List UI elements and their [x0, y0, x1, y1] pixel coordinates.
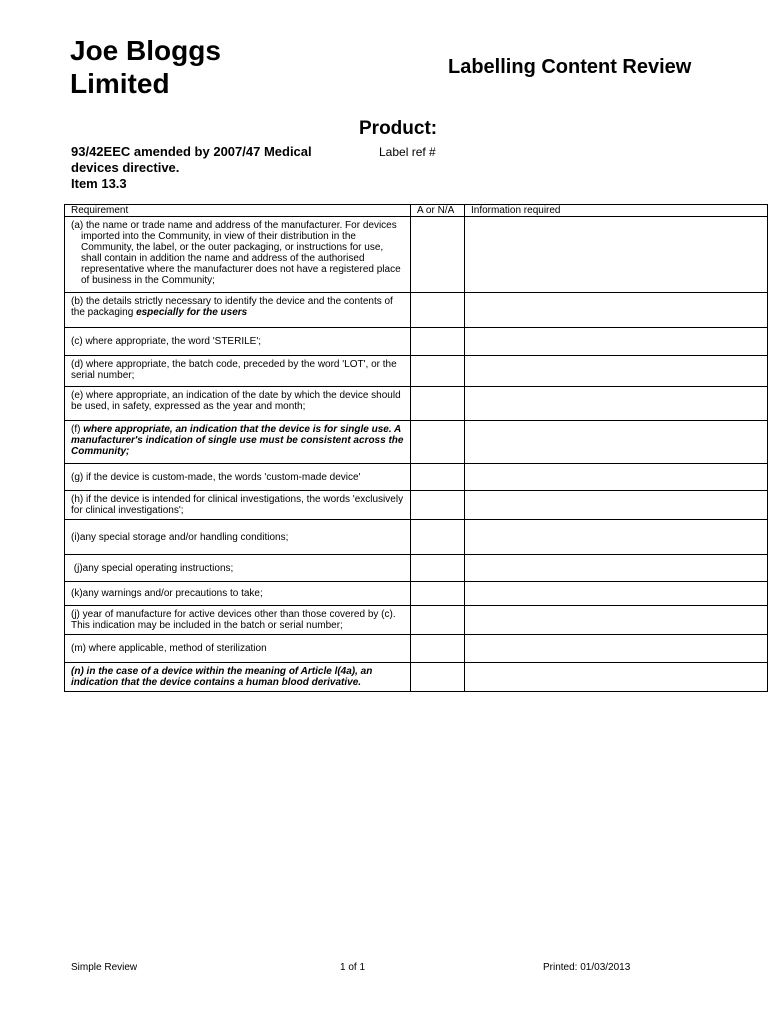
table-row [65, 328, 768, 356]
requirement-prefix: (f) [71, 424, 81, 435]
applicability-cell[interactable] [411, 356, 465, 387]
applicability-cell[interactable] [411, 520, 465, 555]
requirement-cell [65, 217, 411, 293]
table-row [65, 421, 768, 464]
directive-line-2: devices directive. [71, 160, 180, 175]
information-cell[interactable] [465, 491, 768, 520]
table-row [65, 582, 768, 606]
requirement-cell: (i)any special storage and/or handling conditions; [65, 520, 411, 555]
directive-line-1: 93/42EEC amended by 2007/47 Medical [71, 144, 312, 159]
information-cell[interactable] [465, 356, 768, 387]
footer-printed-date: Printed: 01/03/2013 [543, 962, 631, 973]
table-row [65, 217, 768, 293]
requirement-cell: (h) if the device is intended for clinical investigations, the words 'exclusively for clinical investigations'; [65, 491, 411, 520]
table-row [65, 520, 768, 555]
table-row [65, 356, 768, 387]
table-row [65, 635, 768, 663]
company-name-line-2: Limited [70, 68, 170, 99]
information-cell[interactable] [465, 635, 768, 663]
information-cell[interactable] [465, 582, 768, 606]
information-cell[interactable] [465, 663, 768, 692]
company-name [70, 34, 221, 100]
applicability-cell[interactable] [411, 635, 465, 663]
applicability-cell[interactable] [411, 464, 465, 491]
requirement-cell [65, 663, 411, 692]
footer-review-type: Simple Review [71, 962, 138, 973]
column-header-information: Information required [465, 205, 768, 217]
applicability-cell[interactable] [411, 555, 465, 582]
applicability-cell[interactable] [411, 582, 465, 606]
requirement-cell: (e) where appropriate, an indication of the date by which the device should be used, in safety, expressed as the year and month; [65, 387, 411, 421]
requirement-text: (b) the details strictly necessary to identify the device and the contents of the packaging [71, 296, 393, 318]
requirement-cell: (c) where appropriate, the word 'STERILE'; [65, 328, 411, 356]
requirement-cell: (k)any warnings and/or precautions to take; [65, 582, 411, 606]
table-row [65, 464, 768, 491]
requirement-emphasis: (n) in the case of a device within the meaning of Article l(4a), an indication that the device contains a human blood derivative. [71, 666, 373, 688]
applicability-cell[interactable] [411, 663, 465, 692]
applicability-cell[interactable] [411, 491, 465, 520]
information-cell[interactable] [465, 421, 768, 464]
requirement-cell: (j)any special operating instructions; [65, 555, 411, 582]
table-row [65, 555, 768, 582]
applicability-cell[interactable] [411, 606, 465, 635]
document-title: Labelling Content Review [448, 56, 692, 78]
applicability-cell[interactable] [411, 328, 465, 356]
information-cell[interactable] [465, 387, 768, 421]
table-header-row [65, 205, 768, 217]
table-row [65, 606, 768, 635]
information-cell[interactable] [465, 555, 768, 582]
applicability-cell[interactable] [411, 421, 465, 464]
column-header-applicability: A or N/A [411, 205, 465, 217]
table-row [65, 293, 768, 328]
information-cell[interactable] [465, 464, 768, 491]
table-row [65, 387, 768, 421]
applicability-cell[interactable] [411, 387, 465, 421]
requirement-emphasis: especially for the users [136, 307, 248, 318]
footer-page-number: 1 of 1 [340, 962, 366, 973]
requirement-text: (a) the name or trade name and address of the manufacturer. For devices imported into the Community, in view of their distribution in the Community, the label, or the outer packaging, or instructions for use, shall contain in addition the name and address of the authorised representative where the manufacturer does not have a registered place of business in the Community; [71, 220, 401, 286]
information-cell[interactable] [465, 328, 768, 356]
requirement-emphasis: where appropriate, an indication that the device is for single use. A manufacturer's indication of single use must be consistent across the Community; [71, 424, 404, 457]
applicability-cell[interactable] [411, 293, 465, 328]
requirements-table [64, 204, 768, 692]
requirement-cell [65, 293, 411, 328]
directive-line-3: Item 13.3 [71, 176, 127, 191]
table-row [65, 491, 768, 520]
requirement-cell: (j) year of manufacture for active devices other than those covered by (c). This indication may be included in the batch or serial number; [65, 606, 411, 635]
information-cell[interactable] [465, 293, 768, 328]
product-label: Product: [359, 118, 438, 139]
requirement-cell: (g) if the device is custom-made, the words 'custom-made device' [65, 464, 411, 491]
table-row [65, 663, 768, 692]
requirement-cell [65, 421, 411, 464]
requirement-cell: (m) where applicable, method of sterilization [65, 635, 411, 663]
information-cell[interactable] [465, 606, 768, 635]
applicability-cell[interactable] [411, 217, 465, 293]
company-name-line-1: Joe Bloggs [70, 35, 221, 66]
information-cell[interactable] [465, 217, 768, 293]
requirement-cell: (d) where appropriate, the batch code, preceded by the word 'LOT', or the serial number; [65, 356, 411, 387]
information-cell[interactable] [465, 520, 768, 555]
label-ref: Label ref # [379, 145, 436, 159]
directive-reference [71, 144, 361, 192]
column-header-requirement: Requirement [65, 205, 411, 217]
